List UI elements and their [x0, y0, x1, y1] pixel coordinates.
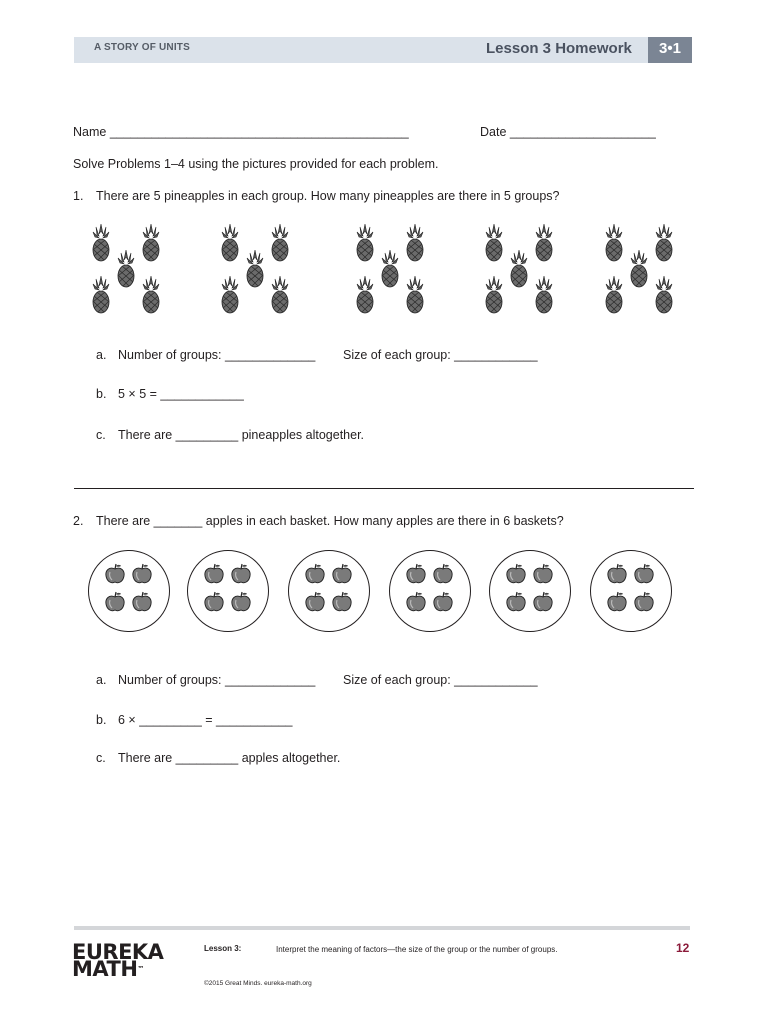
- pineapple-icon: [219, 222, 241, 262]
- module-badge: 3•1: [648, 37, 692, 63]
- apple-icon: [532, 591, 554, 613]
- pineapple-icon: [628, 248, 650, 288]
- pineapple-icon: [404, 222, 426, 262]
- pineapple-group: [601, 222, 677, 318]
- pineapple-icon: [354, 222, 376, 262]
- apple-icon: [131, 563, 153, 585]
- footer-lesson-label: Lesson 3:: [204, 944, 242, 953]
- footer-lesson-description: Interpret the meaning of factors—the size of the group or the number of groups.: [276, 945, 558, 954]
- apple-icon: [633, 563, 655, 585]
- apple-icon: [203, 591, 225, 613]
- series-title: A STORY OF UNITS: [94, 42, 190, 53]
- trademark-mark: ™: [137, 965, 145, 973]
- pineapple-icon: [379, 248, 401, 288]
- pineapple-icon: [404, 274, 426, 314]
- pineapple-icon: [533, 274, 555, 314]
- problem-1b-equation[interactable]: 5 × 5 = ____________: [118, 387, 244, 401]
- apple-icon: [432, 591, 454, 613]
- problem-1-number: 1.: [73, 189, 84, 203]
- date-field[interactable]: Date _____________________: [480, 125, 656, 139]
- apple-icon: [505, 591, 527, 613]
- problem-1a-groups-blank[interactable]: Number of groups: _____________: [118, 348, 316, 362]
- apple-icon: [633, 591, 655, 613]
- name-field[interactable]: Name ___________________________________________: [73, 125, 409, 139]
- apple-icon: [230, 591, 252, 613]
- problem-2a-size-blank[interactable]: Size of each group: ____________: [343, 673, 538, 687]
- problem-1-question: There are 5 pineapples in each group. How many pineapples are there in 5 groups?: [96, 189, 560, 203]
- pineapple-icon: [653, 274, 675, 314]
- instructions: Solve Problems 1–4 using the pictures provided for each problem.: [73, 157, 439, 171]
- lesson-title: Lesson 3 Homework: [486, 40, 632, 57]
- section-divider: [74, 488, 694, 489]
- pineapple-icon: [603, 222, 625, 262]
- problem-2c-label: c.: [96, 751, 106, 765]
- pineapple-icon: [269, 222, 291, 262]
- problem-1a-size-blank[interactable]: Size of each group: ____________: [343, 348, 538, 362]
- apple-basket: [489, 550, 571, 632]
- apple-icon: [304, 591, 326, 613]
- pineapple-icon: [653, 222, 675, 262]
- pineapple-icon: [483, 274, 505, 314]
- apple-icon: [432, 563, 454, 585]
- apple-icon: [505, 563, 527, 585]
- pineapple-icon: [140, 222, 162, 262]
- footer-rule: [74, 926, 690, 930]
- problem-1a-label: a.: [96, 348, 107, 362]
- apple-icon: [606, 591, 628, 613]
- pineapple-group: [481, 222, 557, 318]
- apple-icon: [606, 563, 628, 585]
- problem-2c-sentence[interactable]: There are _________ apples altogether.: [118, 751, 341, 765]
- problem-1c-sentence[interactable]: There are _________ pineapples altogether.: [118, 428, 365, 442]
- problem-1c-label: c.: [96, 428, 106, 442]
- apple-icon: [131, 591, 153, 613]
- apple-icon: [405, 591, 427, 613]
- problem-2b-equation[interactable]: 6 × _________ = ___________: [118, 713, 293, 727]
- apple-icon: [304, 563, 326, 585]
- apple-icon: [230, 563, 252, 585]
- logo-line-2-text: MATH: [72, 957, 138, 981]
- apple-basket: [88, 550, 170, 632]
- pineapple-icon: [508, 248, 530, 288]
- problem-2-question: There are _______ apples in each basket. How many apples are there in 6 baskets?: [96, 514, 564, 528]
- pineapple-icon: [483, 222, 505, 262]
- pineapple-icon: [354, 274, 376, 314]
- pineapple-group: [217, 222, 293, 318]
- pineapple-icon: [115, 248, 137, 288]
- pineapple-icon: [90, 222, 112, 262]
- apple-icon: [104, 563, 126, 585]
- apple-basket: [187, 550, 269, 632]
- problem-2b-label: b.: [96, 713, 107, 727]
- apple-icon: [203, 563, 225, 585]
- apple-icon: [331, 563, 353, 585]
- problem-2a-groups-blank[interactable]: Number of groups: _____________: [118, 673, 316, 687]
- problem-1b-label: b.: [96, 387, 107, 401]
- page-number: 12: [676, 941, 690, 955]
- footer-copyright: ©2015 Great Minds. eureka-math.org: [204, 980, 312, 987]
- apple-basket: [288, 550, 370, 632]
- pineapple-icon: [244, 248, 266, 288]
- pineapple-group: [352, 222, 428, 318]
- problem-2a-label: a.: [96, 673, 107, 687]
- problem-2-number: 2.: [73, 514, 84, 528]
- pineapple-group: [88, 222, 164, 318]
- apple-icon: [331, 591, 353, 613]
- pineapple-icon: [219, 274, 241, 314]
- apple-icon: [532, 563, 554, 585]
- logo-line-1: EUREKA: [72, 940, 164, 964]
- pineapple-icon: [533, 222, 555, 262]
- apple-icon: [405, 563, 427, 585]
- pineapple-icon: [603, 274, 625, 314]
- apple-icon: [104, 591, 126, 613]
- apple-basket: [590, 550, 672, 632]
- pineapple-icon: [90, 274, 112, 314]
- pineapple-icon: [140, 274, 162, 314]
- apple-basket: [389, 550, 471, 632]
- eureka-math-logo: [72, 940, 164, 981]
- pineapple-icon: [269, 274, 291, 314]
